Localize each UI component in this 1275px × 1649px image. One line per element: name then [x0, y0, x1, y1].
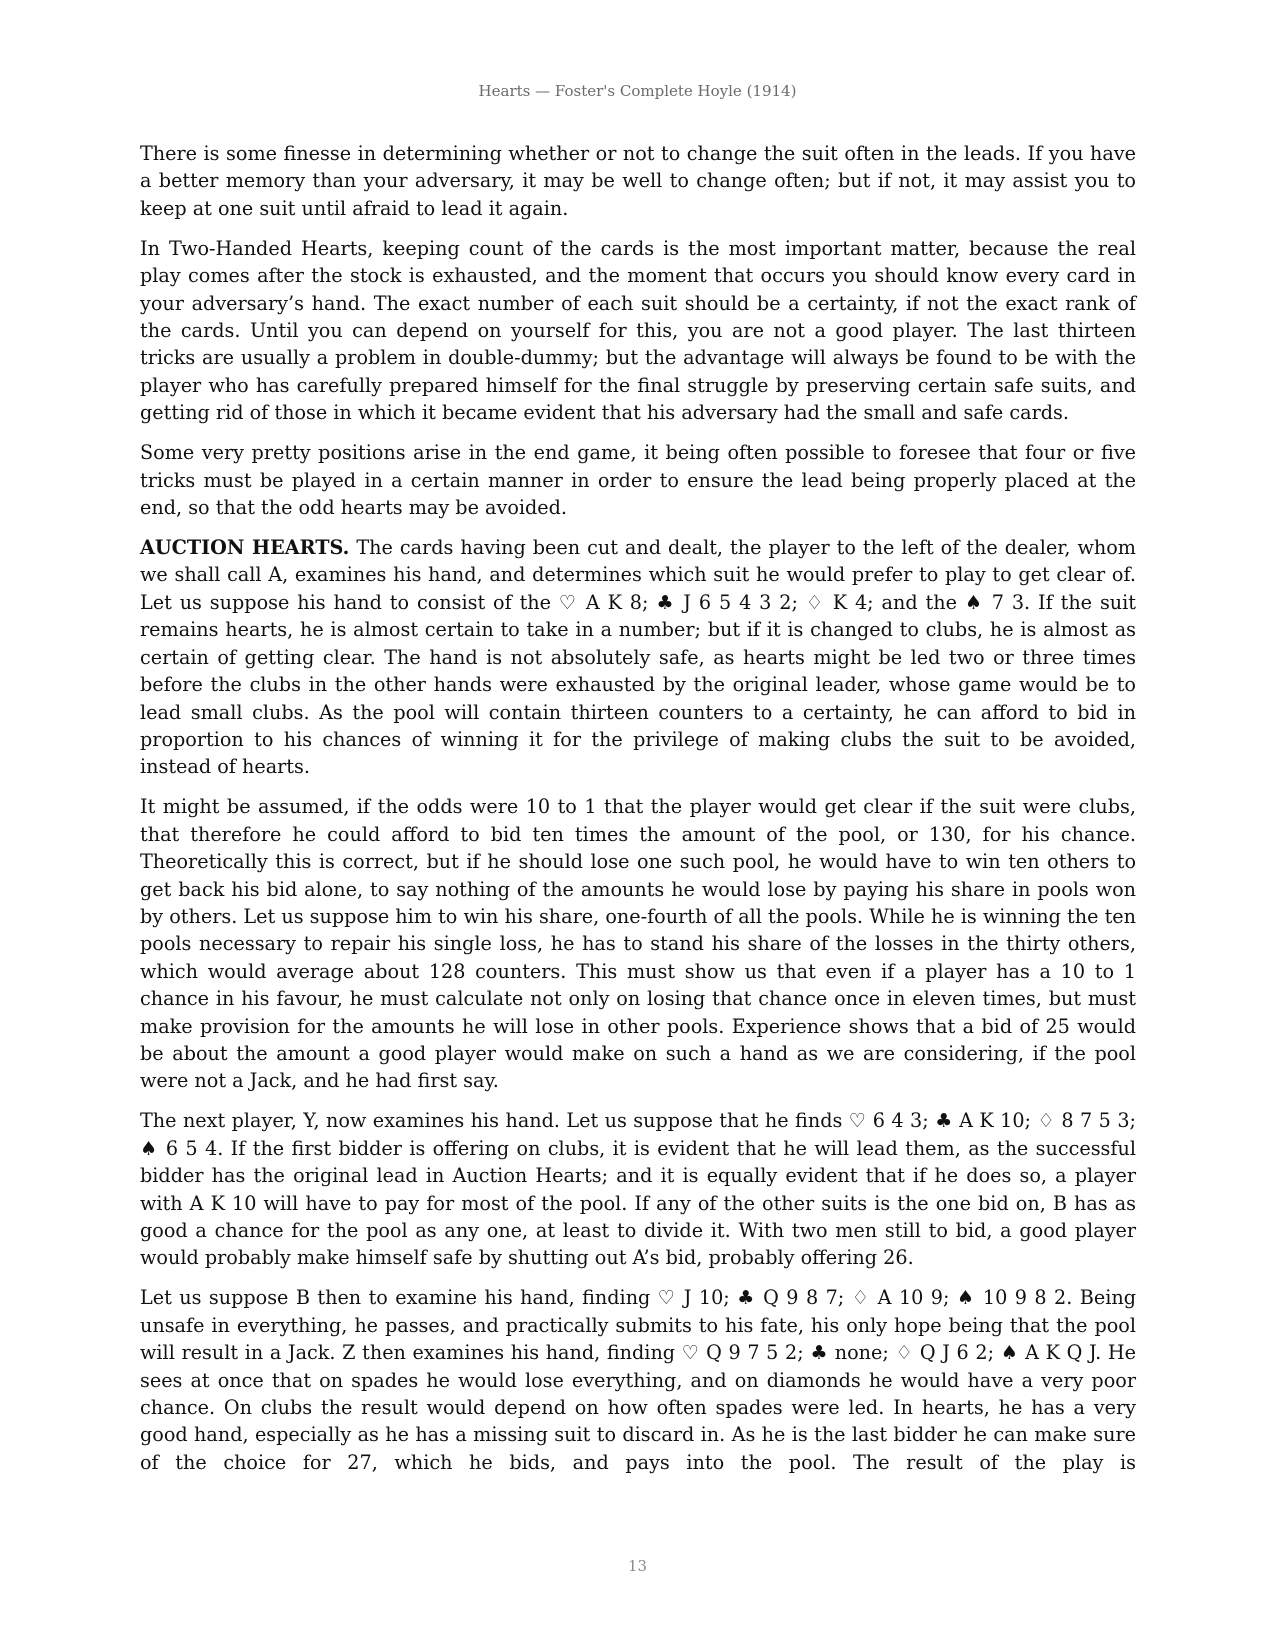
paragraph — [140, 439, 1136, 521]
paragraph-text: Let us suppose B then to examine his hand, finding ♡ J 10; ♣ Q 9 8 7; ♢ A 10 9; ♠ 10 9 8 2. Being unsafe in everything, he passes, and practically submits to his fate, his only hope being that the pool will result in a Jack. Z then examines his hand, finding ♡ Q 9 7 5 2; ♣ none; ♢ Q J 6 2; ♠ A K Q J. He sees at once that on spades he would lose everything, and on diamonds he would have a very poor chance. On clubs the result would depend on how often spades were led. In hearts, he has a very good hand, especially as he has a missing suit to discard in. As he is the last bidder he can make sure of the choice for 27, which he bids, and pays into the pool. The result of the play is — [140, 1286, 1136, 1474]
paragraph — [140, 140, 1136, 222]
running-header: Hearts — Foster's Complete Hoyle (1914) — [478, 82, 797, 100]
body-text — [140, 140, 1136, 1489]
paragraph-text: Some very pretty positions arise in the end game, it being often possible to foresee that four or five tricks must be played in a certain manner in order to ensure the lead being properly placed at the end, so that the odd hearts may be avoided. — [140, 441, 1136, 520]
section-heading: AUCTION HEARTS. — [140, 536, 350, 560]
paragraph — [140, 534, 1136, 781]
paragraph — [140, 1107, 1136, 1271]
paragraph — [140, 1284, 1136, 1476]
paragraph-text: In Two-Handed Hearts, keeping count of the cards is the most important matter, because the real play comes after the stock is exhausted, and the moment that occurs you should know every card in your adversary’s hand. The exact number of each suit should be a certainty, if not the exact rank of the cards. Until you can depend on yourself for this, you are not a good player. The last thirteen tricks are usually a problem in double-dummy; but the advantage will always be found to be with the player who has carefully prepared himself for the final struggle by preserving certain safe suits, and getting rid of those in which it became evident that his adversary had the small and safe cards. — [140, 236, 1136, 425]
paragraph — [140, 235, 1136, 427]
paragraph-text: The next player, Y, now examines his hand. Let us suppose that he finds ♡ 6 4 3; ♣ A K 10; ♢ 8 7 5 3; ♠ 6 5 4. If the first bidder is offering on clubs, it is evident that he will lead them, as the successful bidder has the original lead in Auction Hearts; and it is equally evident that if he does so, a player with A K 10 will have to pay for most of the pool. If any of the other suits is the one bid on, B has as good a chance for the pool as any one, at least to divide it. With two men still to bid, a good player would probably make himself safe by shutting out A’s bid, probably offering 26. — [140, 1109, 1136, 1270]
page-number: 13 — [627, 1557, 648, 1575]
paragraph-text: It might be assumed, if the odds were 10 to 1 that the player would get clear if the suit were clubs, that therefore he could afford to bid ten times the amount of the pool, or 130, for his chance. Theoretically this is correct, but if he should lose one such pool, he would have to win ten others to get back his bid alone, to say nothing of the amounts he would lose by paying his share in pools won by others. Let us suppose him to win his share, one-fourth of all the pools. While he is winning the ten pools necessary to repair his single loss, he has to stand his share of the losses in the thirty others, which would average about 128 counters. This must show us that even if a player has a 10 to 1 chance in his favour, he must calculate not only on losing that chance once in eleven times, but must make provision for the amounts he will lose in other pools. Experience shows that a bid of 25 would be about the amount a good player would make on such a hand as we are considering, if the pool were not a Jack, and he had first say. — [140, 795, 1136, 1093]
paragraph — [140, 793, 1136, 1094]
paragraph-text: The cards having been cut and dealt, the player to the left of the dealer, whom we shall call A, examines his hand, and determines which suit he would prefer to play to get clear of. Let us suppose his hand to consist of the ♡ A K 8; ♣ J 6 5 4 3 2; ♢ K 4; and the ♠ 7 3. If the suit remains hearts, he is almost certain to take in a number; but if it is changed to clubs, he is almost as certain of getting clear. The hand is not absolutely safe, as hearts might be led two or three times before the clubs in the other hands were exhausted by the original leader, whose game would be to lead small clubs. As the pool will contain thirteen counters to a certainty, he can afford to bid in proportion to his chances of winning it for the privilege of making clubs the suit to be avoided, instead of hearts. — [140, 536, 1136, 779]
paragraph-text: There is some finesse in determining whether or not to change the suit often in the leads. If you have a better memory than your adversary, it may be well to change often; but if not, it may assist you to keep at one suit until afraid to lead it again. — [140, 142, 1136, 220]
